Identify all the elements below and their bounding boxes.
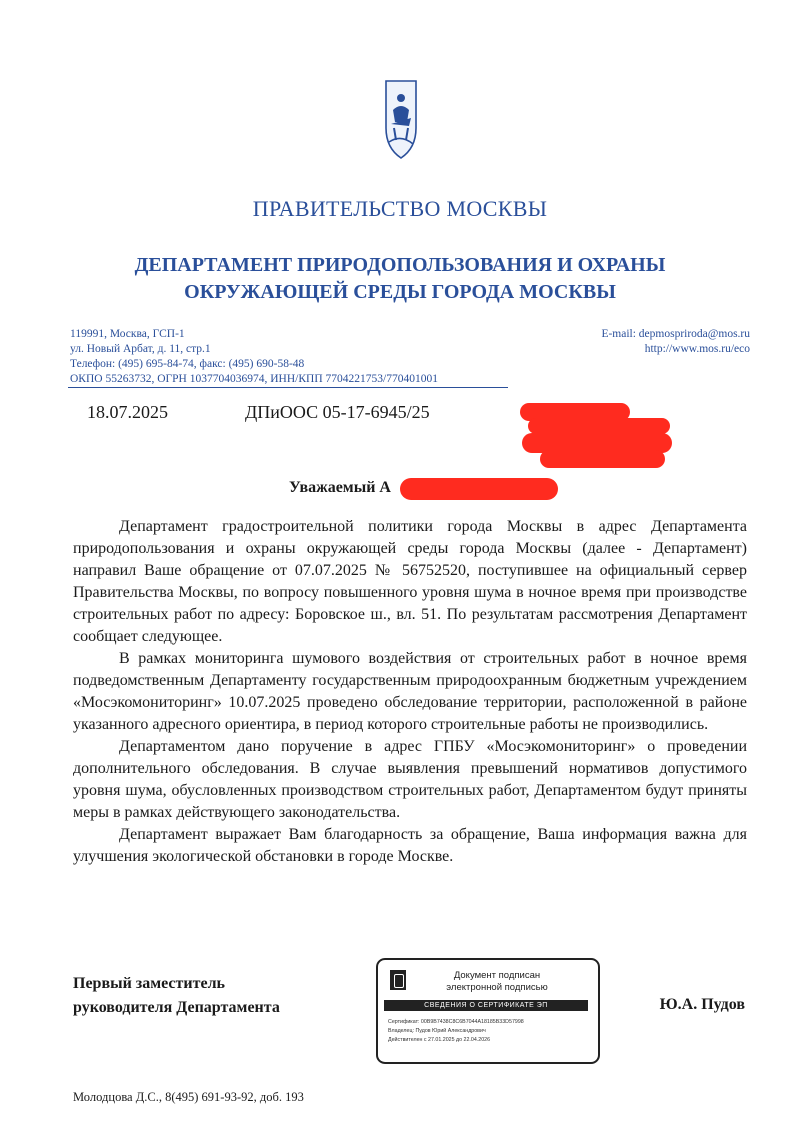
esig-title-line-1: Документ подписан [453,970,541,981]
esig-details [388,1018,593,1045]
body-paragraph-2: В рамках мониторинга шумового воздействия от строительных работ в ночное время подведомственным Департаменту государственным природоохранным бюджетным учреждением «Мосэкомониторинг» 10.07.2025 проведено обследование территории, расположенной в районе указанного адресного ориентира, в период которого строительные работы не производились. [73,650,747,733]
signer-position [73,972,280,1020]
contacts-left [70,327,438,387]
esig-validity: Действителен с 27.01.2025 до 22.04.2026 [388,1037,491,1043]
redaction-mark [528,418,670,434]
moscow-coat-of-arms-icon [383,78,419,164]
department-title [0,252,800,306]
registration-codes: ОКПО 55263732, ОГРН 1037704036974, ИНН/КПП 7704221753/770401001 [70,373,438,385]
address-line-2: ул. Новый Арбат, д. 11, стр.1 [70,343,211,355]
body-paragraph-4: Департамент выражает Вам благодарность за обращение, Ваша информация важна для улучшения экологической обстановки в городе Москве. [73,826,747,865]
letter-body [73,516,747,868]
phone-fax: Телефон: (495) 695-84-74, факс: (495) 690-58-48 [70,358,305,370]
email[interactable]: E-mail: depmospriroda@mos.ru [601,328,750,340]
redaction-mark [400,478,558,500]
esig-owner: Владелец: Пудов Юрий Александрович [388,1028,486,1034]
signer-position-line-2: руководителя Департамента [73,999,280,1016]
signer-name: Ю.А. Пудов [659,996,745,1013]
body-paragraph-1: Департамент градостроительной политики города Москвы в адрес Департамента природопользования и охраны окружающей среды города Москвы (далее - Департамент) направил Ваше обращение от 07.07.2025 № 56752520, поступившее на официальный сервер Правительства Москвы, по вопросу повышенного уровня шума в ночное время при производстве строительных работ по адресу: Боровское ш., вл. 51. По результатам рассмотрения Департамент сообщает следующее. [73,518,747,645]
electronic-signature-stamp [376,958,600,1064]
letter-number: ДПиООС 05-17-6945/25 [245,402,430,422]
esig-title-line-2: электронной подписью [446,982,548,993]
executor-contact: Молодцова Д.С., 8(495) 691-93-92, доб. 193 [73,1090,304,1104]
redaction-mark [540,450,665,468]
government-title: ПРАВИТЕЛЬСТВО МОСКВЫ [252,196,548,221]
esig-certificate: Сертификат: 00B9B7438C8C6B7044A18185B33D57998 [388,1019,524,1025]
signer-position-line-1: Первый заместитель [73,975,225,992]
website-link[interactable]: http://www.mos.ru/eco [644,343,750,355]
header-divider [68,387,508,388]
department-title-line-1: ДЕПАРТАМЕНТ ПРИРОДОПОЛЬЗОВАНИЯ И ОХРАНЫ [134,254,666,276]
esig-certificate-header: СВЕДЕНИЯ О СЕРТИФИКАТЕ ЭП [384,1000,588,1011]
address-line-1: 119991, Москва, ГСП-1 [70,328,185,340]
signature-emblem-icon [390,970,406,990]
department-title-line-2: ОКРУЖАЮЩЕЙ СРЕДЫ ГОРОДА МОСКВЫ [184,281,616,303]
esig-title [412,970,582,994]
body-paragraph-3: Департаментом дано поручение в адрес ГПБУ «Мосэкомониторинг» о проведении дополнительного обследования. В случае выявления превышений нормативов допустимого уровня шума, обусловленных производством строительных работ, Департаментом будут приняты меры в рамках действующего законодательства. [73,738,747,821]
letter-date: 18.07.2025 [87,402,168,422]
contacts-right [601,327,750,357]
salutation-text: Уважаемый А [289,479,391,496]
